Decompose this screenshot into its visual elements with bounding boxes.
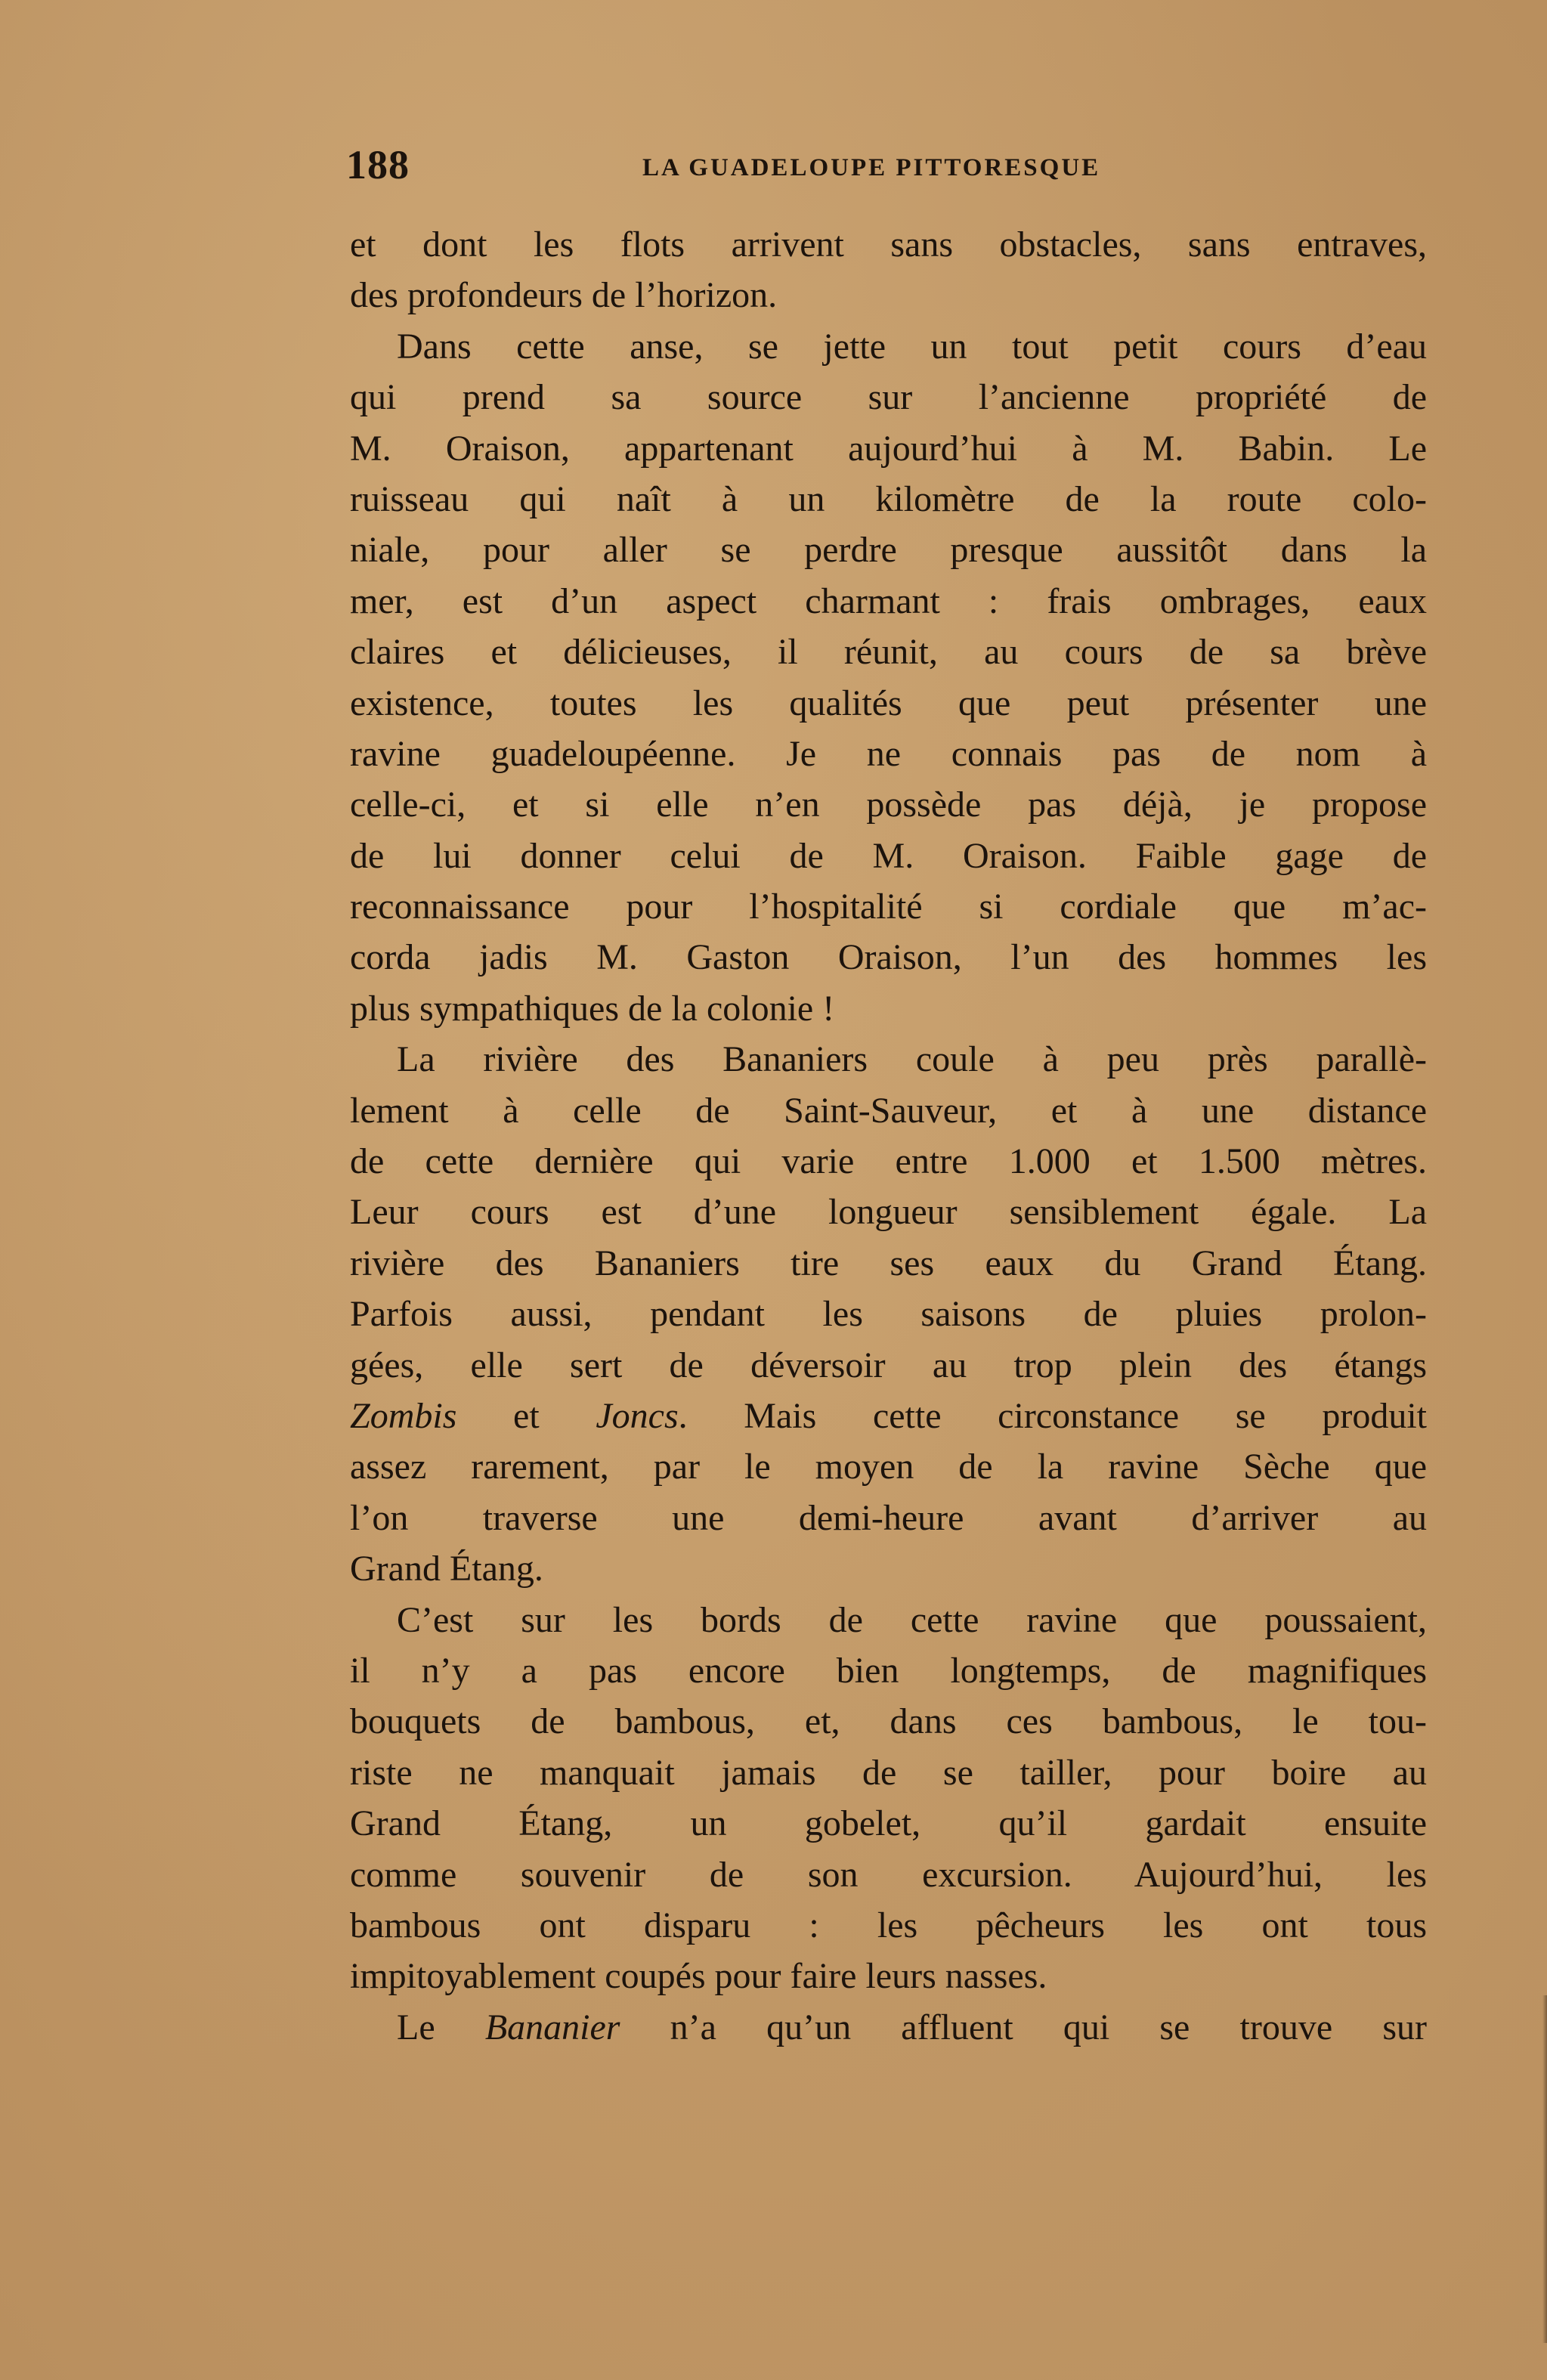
text-line: de lui donner celui de M. Oraison. Faible gage de xyxy=(350,835,1427,876)
text-line: existence, toutes les qualités que peut présenter une xyxy=(350,682,1427,723)
text-line: C’est sur les bords de cette ravine que poussaient, xyxy=(397,1599,1427,1640)
text-segment: n’a qu’un affluent qui se trouve sur xyxy=(620,2007,1427,2047)
text-line: mer, est d’un aspect charmant : frais ombrages, eaux xyxy=(350,580,1427,621)
text-line: impitoyablement coupés pour faire leurs nasses. xyxy=(350,1956,1047,1997)
text-segment: . Mais cette circonstance se produit xyxy=(678,1395,1427,1436)
text-line: assez rarement, par le moyen de la ravine Sèche que xyxy=(350,1447,1427,1487)
italic-word-bananier: Bananier xyxy=(484,2007,620,2047)
text-segment: Le xyxy=(397,2007,485,2047)
text-line: bambous ont disparu : les pêcheurs les ont tous xyxy=(350,1905,1427,1945)
text-line: Dans cette anse, se jette un tout petit cours d’eau xyxy=(397,326,1427,367)
page-edge-shadow xyxy=(1542,1995,1547,2343)
page-number: 188 xyxy=(346,142,410,187)
text-line: Leur cours est d’une longueur sensiblement égale. La xyxy=(350,1192,1427,1233)
italic-word-joncs: Joncs xyxy=(596,1395,679,1436)
text-line: La rivière des Bananiers coule à peu près parallè- xyxy=(397,1039,1427,1080)
running-head xyxy=(346,142,1427,187)
text-line: riste ne manquait jamais de se tailler, pour boire au xyxy=(350,1752,1427,1793)
text-line: ruisseau qui naît à un kilomètre de la route colo- xyxy=(350,478,1427,519)
body-text xyxy=(350,219,1427,2053)
text-line: reconnaissance pour l’hospitalité si cordiale que m’ac- xyxy=(350,887,1427,927)
text-segment: et xyxy=(456,1395,596,1436)
text-line: niale, pour aller se perdre presque aussitôt dans la xyxy=(350,530,1427,571)
text-line: Parfois aussi, pendant les saisons de pluies prolon- xyxy=(350,1294,1427,1335)
italic-word-zombis: Zombis xyxy=(350,1395,457,1436)
book-title: LA GUADELOUPE PITTORESQUE xyxy=(642,154,1101,181)
text-line: bouquets de bambous, et, dans ces bambous, le tou- xyxy=(350,1701,1427,1742)
text-line: qui prend sa source sur l’ancienne propriété de xyxy=(350,377,1427,418)
text-line: corda jadis M. Gaston Oraison, l’un des hommes les xyxy=(350,937,1427,978)
text-line: celle-ci, et si elle n’en possède pas déjà, je propose xyxy=(350,785,1427,825)
text-line: plus sympathiques de la colonie ! xyxy=(350,988,835,1029)
text-line: lement à celle de Saint-Sauveur, et à une distance xyxy=(350,1090,1427,1131)
text-line: gées, elle sert de déversoir au trop plein des étangs xyxy=(350,1345,1427,1385)
text-line xyxy=(350,2002,1427,2053)
text-line: Grand Étang, un gobelet, qu’il gardait ensuite xyxy=(350,1803,1427,1844)
text-line: l’on traverse une demi-heure avant d’arriver au xyxy=(350,1497,1427,1538)
text-line: ravine guadeloupéenne. Je ne connais pas de nom à xyxy=(350,733,1427,774)
text-line: Grand Étang. xyxy=(350,1549,543,1589)
text-line xyxy=(350,1391,1427,1441)
text-line: des profondeurs de l’horizon. xyxy=(350,275,778,316)
text-line: rivière des Bananiers tire ses eaux du Grand Étang. xyxy=(350,1243,1427,1283)
text-line: il n’y a pas encore bien longtemps, de magnifiques xyxy=(350,1650,1427,1691)
text-line: M. Oraison, appartenant aujourd’hui à M. Babin. Le xyxy=(350,428,1427,469)
text-line: de cette dernière qui varie entre 1.000 et 1.500 mètres. xyxy=(350,1141,1427,1182)
text-line: claires et délicieuses, il réunit, au cours de sa brève xyxy=(350,632,1427,673)
text-line: et dont les flots arrivent sans obstacles, sans entraves, xyxy=(350,224,1427,265)
text-line: comme souvenir de son excursion. Aujourd’hui, les xyxy=(350,1854,1427,1895)
